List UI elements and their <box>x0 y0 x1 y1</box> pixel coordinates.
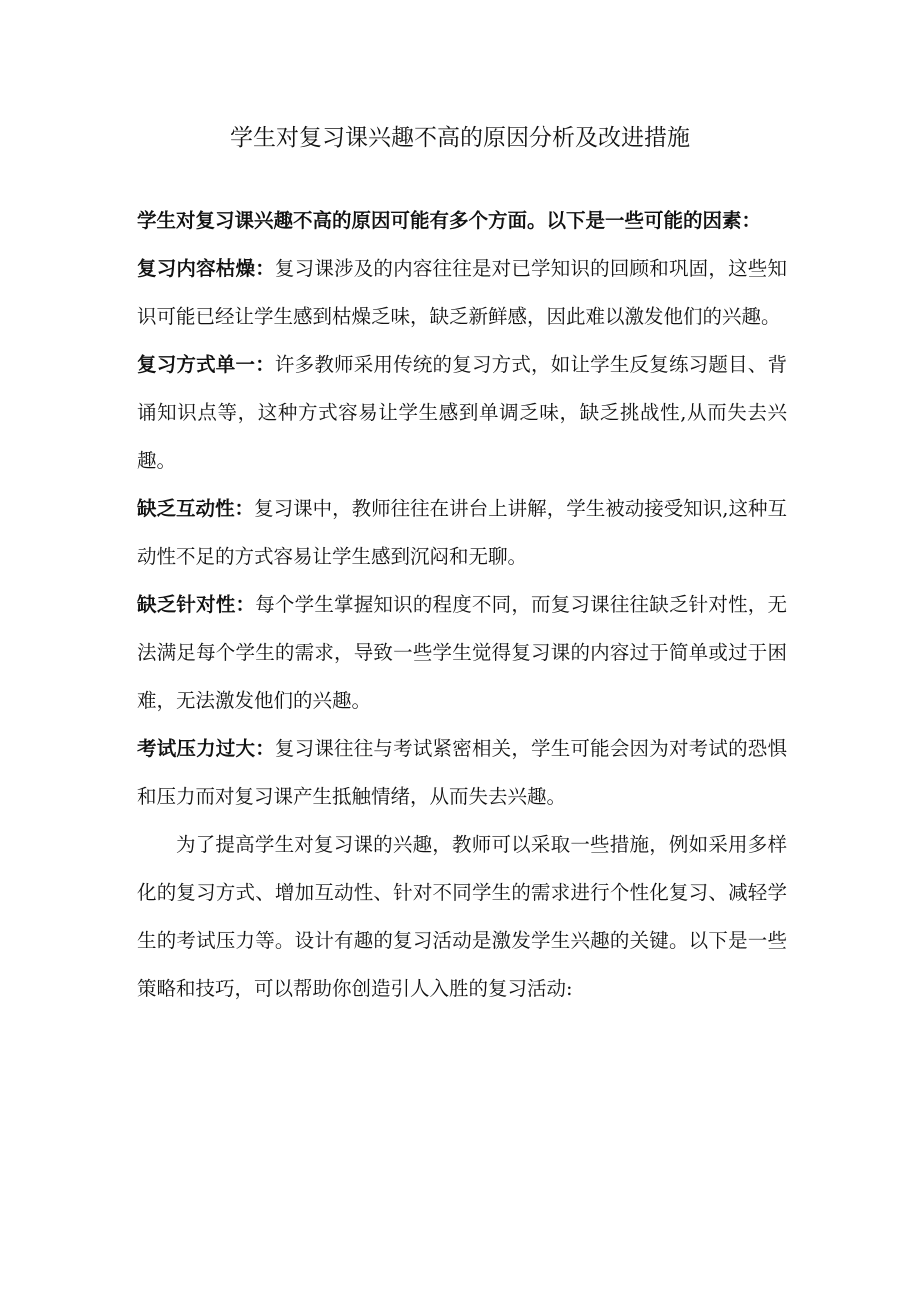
reason-heading-5: 考试压力过大： <box>137 737 275 760</box>
reason-text-2: 许多教师采用传统的复习方式，如让学生反复练习题目、背诵知识点等，这种方式容易让学生感到单调乏味，缺乏挑战性,从而失去兴趣。 <box>137 353 787 472</box>
reason-paragraph-3 <box>137 485 787 581</box>
reason-heading-4: 缺乏针对性： <box>137 593 256 616</box>
reason-text-4: 每个学生掌握知识的程度不同，而复习课往往缺乏针对性，无法满足每个学生的需求，导致一些学生觉得复习课的内容过于简单或过于困难，无法激发他们的兴趣。 <box>137 593 787 712</box>
reason-heading-3: 缺乏互动性： <box>137 497 255 520</box>
reason-text-3: 复习课中，教师往往在讲台上讲解，学生被动接受知识,这种互动性不足的方式容易让学生感到沉闷和无聊。 <box>137 497 787 568</box>
reason-paragraph-5 <box>137 725 787 821</box>
reason-heading-1: 复习内容枯燥： <box>137 257 275 280</box>
conclusion-paragraph: 为了提高学生对复习课的兴趣，教师可以采取一些措施，例如采用多样化的复习方式、增加互动性、针对不同学生的需求进行个性化复习、减轻学生的考试压力等。设计有趣的复习活动是激发学生兴趣的关键。以下是一些策略和技巧，可以帮助你创造引人入胜的复习活动: <box>137 833 787 1000</box>
reason-heading-2: 复习方式单一： <box>137 353 275 376</box>
reason-paragraph-2 <box>137 341 787 485</box>
document-title: 学生对复习课兴趣不高的原因分析及改进措施 <box>230 125 690 151</box>
intro-paragraph: 学生对复习课兴趣不高的原因可能有多个方面。以下是一些可能的因素： <box>137 209 762 232</box>
reason-paragraph-4 <box>137 581 787 725</box>
reason-paragraph-1 <box>137 245 787 341</box>
document-body <box>137 197 787 1013</box>
reason-text-1: 复习课涉及的内容往往是对已学知识的回顾和巩固，这些知识可能已经让学生感到枯燥乏味，缺乏新鲜感，因此难以激发他们的兴趣。 <box>137 257 787 328</box>
reason-text-5: 复习课往往与考试紧密相关，学生可能会因为对考试的恐惧和压力而对复习课产生抵触情绪，从而失去兴趣。 <box>137 737 787 808</box>
